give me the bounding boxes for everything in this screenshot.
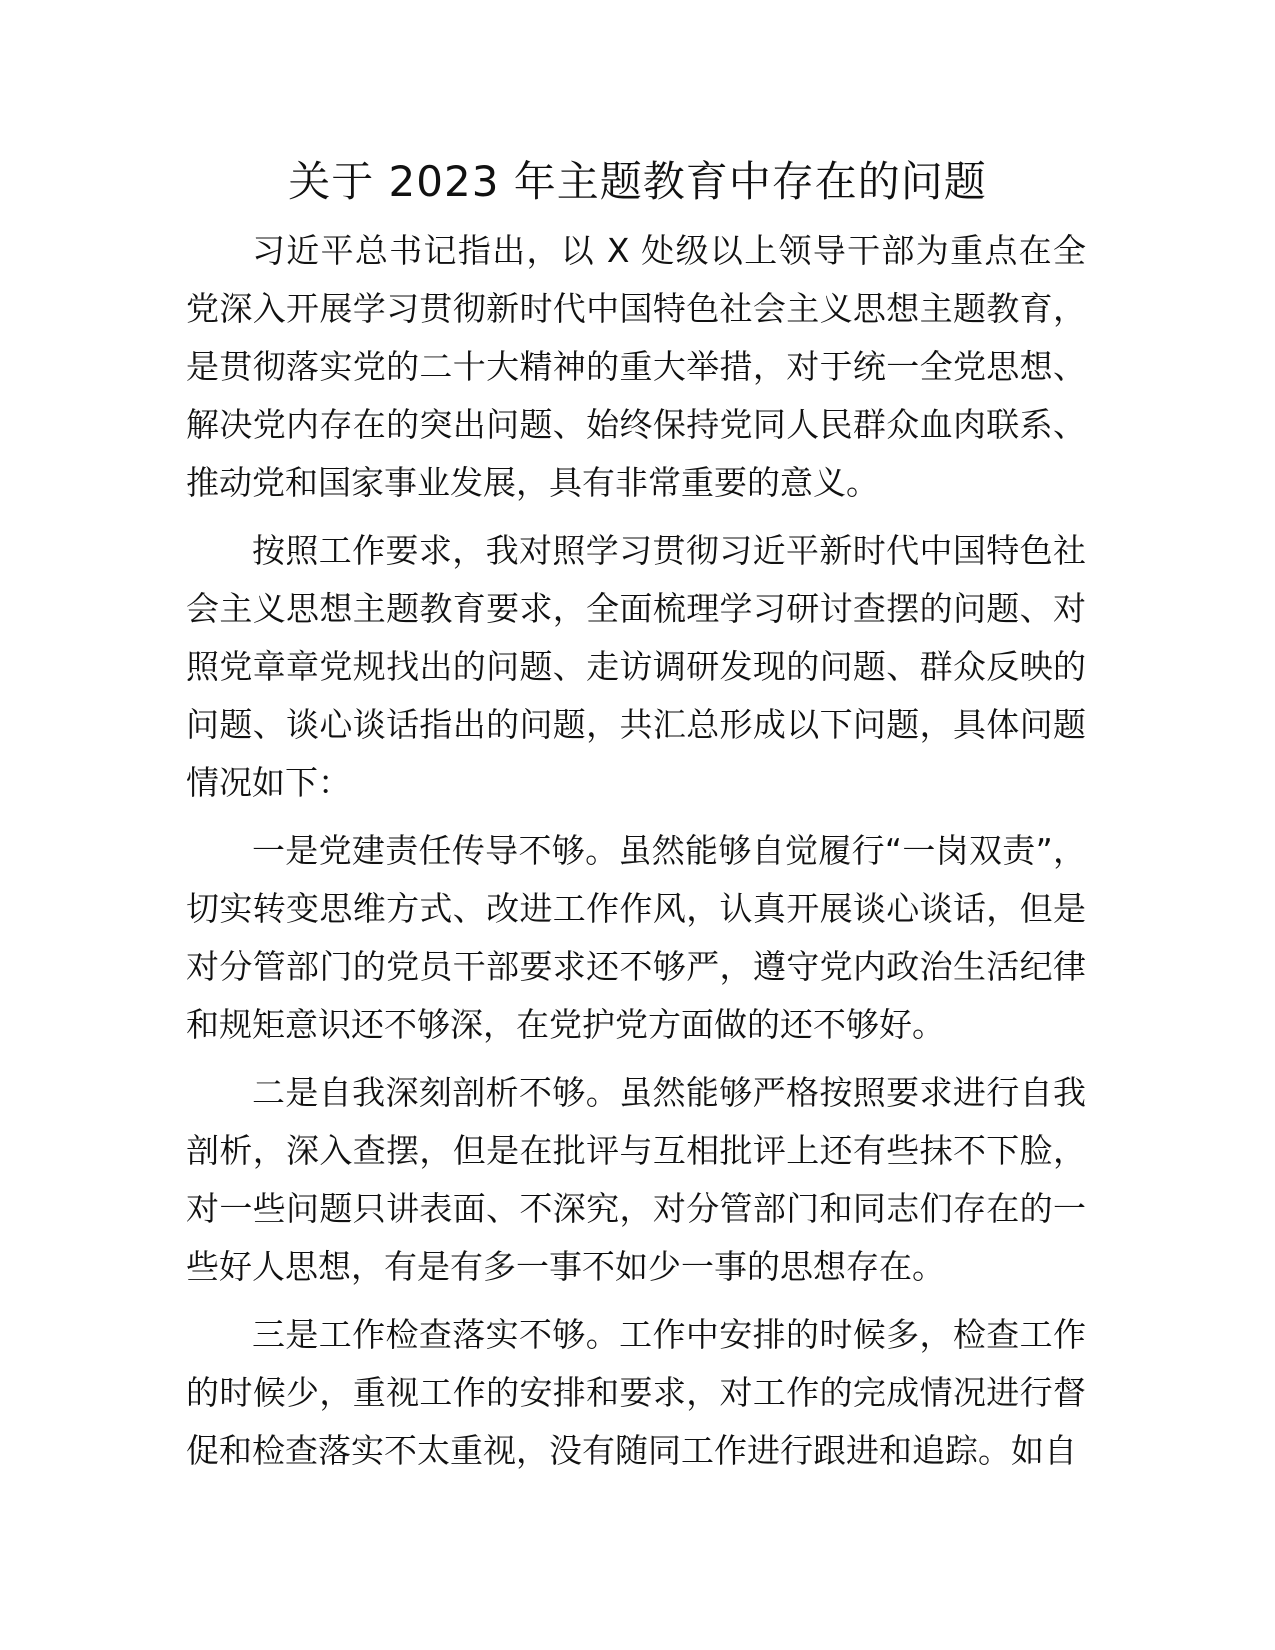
paragraph-issue-one: 一是党建责任传导不够。虽然能够自觉履行“一岗双责”，切实转变思维方式、改进工作作风，认真开展谈心谈话，但是对分管部门的党员干部要求还不够严，遵守党内政治生活纪律和规矩意识还不够深，在党护党方面做的还不够好。 xyxy=(186,831,1086,1044)
paragraph-issue-two: 二是自我深刻剖析不够。虽然能够严格按照要求进行自我剖析，深入查摆，但是在批评与互相批评上还有些抹不下脸，对一些问题只讲表面、不深究，对分管部门和同志们存在的一些好人思想，有是有多一事不如少一事的思想存在。 xyxy=(186,1073,1086,1286)
paragraph-issue-three: 三是工作检查落实不够。工作中安排的时候多，检查工作的时候少，重视工作的安排和要求，对工作的完成情况进行督促和检查落实不太重视，没有随同工作进行跟进和追踪。如自 xyxy=(186,1315,1086,1470)
document-title: 关于 2023 年主题教育中存在的问题 xyxy=(288,157,987,206)
document-body xyxy=(186,222,1086,1490)
paragraph-intro: 习近平总书记指出，以 X 处级以上领导干部为重点在全党深入开展学习贯彻新时代中国特色社会主义思想主题教育，是贯彻落实党的二十大精神的重大举措，对于统一全党思想、解决党内存在的突出问题、始终保持党同人民群众血肉联系、推动党和国家事业发展，具有非常重要的意义。 xyxy=(186,231,1086,502)
paragraph-requirements: 按照工作要求，我对照学习贯彻习近平新时代中国特色社会主义思想主题教育要求，全面梳理学习研讨查摆的问题、对照党章章党规找出的问题、走访调研发现的问题、群众反映的问题、谈心谈话指出的问题，共汇总形成以下问题，具体问题情况如下： xyxy=(186,531,1086,802)
